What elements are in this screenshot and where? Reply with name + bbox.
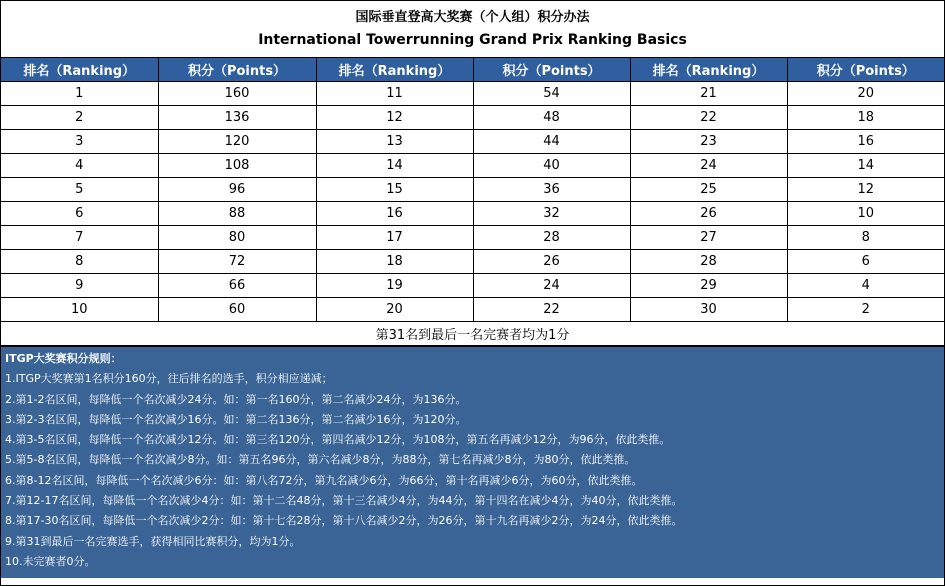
header-ranking-1: 排名（Ranking） — [1, 58, 158, 82]
cell-points-3: 2 — [787, 298, 944, 322]
rule-line: 10.未完赛者0分。 — [5, 554, 96, 568]
cell-ranking-3: 30 — [630, 298, 787, 322]
cell-points-3: 14 — [787, 154, 944, 178]
title-chinese: 国际垂直登高大奖赛（个人组）积分办法 — [355, 10, 590, 25]
cell-ranking-2: 20 — [316, 298, 473, 322]
cell-points-3: 10 — [787, 202, 944, 226]
header-points-1: 积分（Points） — [158, 58, 316, 82]
cell-points-1: 108 — [158, 154, 316, 178]
rule-line: 1.ITGP大奖赛第1名积分160分，往后排名的选手，积分相应递减； — [5, 372, 333, 386]
cell-points-2: 22 — [473, 298, 630, 322]
cell-points-1: 120 — [158, 130, 316, 154]
header-ranking-3: 排名（Ranking） — [630, 58, 787, 82]
header-points-3: 积分（Points） — [787, 58, 944, 82]
cell-ranking-1: 8 — [1, 250, 158, 274]
cell-ranking-1: 1 — [1, 82, 158, 106]
cell-ranking-2: 11 — [316, 82, 473, 106]
table-footer-row — [1, 322, 944, 346]
cell-points-3: 12 — [787, 178, 944, 202]
cell-points-2: 40 — [473, 154, 630, 178]
cell-ranking-2: 19 — [316, 274, 473, 298]
cell-points-2: 44 — [473, 130, 630, 154]
cell-points-3: 8 — [787, 226, 944, 250]
cell-points-2: 24 — [473, 274, 630, 298]
table-row — [1, 250, 944, 274]
rule-line: 6.第8-12名区间，每降低一个名次减少6分：如：第八名72分，第九名减少6分，为66分，第十名再减少6分，为60分，依此类推。 — [5, 473, 643, 487]
cell-ranking-2: 14 — [316, 154, 473, 178]
cell-points-1: 160 — [158, 82, 316, 106]
rules-heading: ITGP大奖赛积分规则： — [5, 352, 122, 365]
cell-points-2: 48 — [473, 106, 630, 130]
cell-points-3: 16 — [787, 130, 944, 154]
cell-ranking-3: 28 — [630, 250, 787, 274]
table-row — [1, 298, 944, 322]
cell-ranking-2: 15 — [316, 178, 473, 202]
cell-points-1: 136 — [158, 106, 316, 130]
rule-line: 5.第5-8名区间，每降低一个名次减少8分。如：第五名96分，第六名减少8分，为88分，第七名再减少8分，为80分，依此类推。 — [5, 453, 636, 467]
cell-ranking-3: 23 — [630, 130, 787, 154]
cell-points-3: 20 — [787, 82, 944, 106]
cell-ranking-1: 2 — [1, 106, 158, 130]
cell-points-2: 28 — [473, 226, 630, 250]
cell-ranking-1: 3 — [1, 130, 158, 154]
title-block — [1, 1, 944, 58]
table-row — [1, 154, 944, 178]
cell-ranking-3: 27 — [630, 226, 787, 250]
cell-ranking-3: 25 — [630, 178, 787, 202]
table-footer-note: 第31名到最后一名完赛者均为1分 — [1, 322, 944, 346]
cell-points-2: 26 — [473, 250, 630, 274]
cell-points-2: 54 — [473, 82, 630, 106]
cell-ranking-3: 26 — [630, 202, 787, 226]
cell-points-2: 36 — [473, 178, 630, 202]
cell-ranking-2: 13 — [316, 130, 473, 154]
cell-points-1: 96 — [158, 178, 316, 202]
cell-ranking-3: 29 — [630, 274, 787, 298]
header-ranking-2: 排名（Ranking） — [316, 58, 473, 82]
cell-points-1: 66 — [158, 274, 316, 298]
cell-ranking-1: 10 — [1, 298, 158, 322]
rule-line: 2.第1-2名区间，每降低一个名次减少24分。如：第一名160分，第二名减少24分，为136分。 — [5, 392, 467, 406]
table-row — [1, 178, 944, 202]
cell-ranking-1: 4 — [1, 154, 158, 178]
rule-line: 9.第31到最后一名完赛选手，获得相同比赛积分，均为1分。 — [5, 534, 301, 548]
cell-ranking-2: 12 — [316, 106, 473, 130]
table-row — [1, 106, 944, 130]
table-header-row — [1, 58, 944, 82]
cell-ranking-3: 22 — [630, 106, 787, 130]
cell-points-1: 88 — [158, 202, 316, 226]
cell-ranking-2: 17 — [316, 226, 473, 250]
table-row — [1, 226, 944, 250]
cell-points-3: 4 — [787, 274, 944, 298]
ranking-points-table — [1, 58, 944, 346]
title-english: International Towerrunning Grand Prix Ranking Basics — [258, 32, 687, 48]
cell-points-1: 72 — [158, 250, 316, 274]
cell-points-3: 18 — [787, 106, 944, 130]
table-body — [1, 82, 944, 322]
cell-points-2: 32 — [473, 202, 630, 226]
cell-points-1: 80 — [158, 226, 316, 250]
cell-ranking-1: 5 — [1, 178, 158, 202]
rule-line: 8.第17-30名区间，每降低一个名次减少2分：如：第十七名28分，第十八名减少2分，为26分，第十九名再减少2分，为24分，依此类推。 — [5, 514, 683, 528]
cell-points-1: 60 — [158, 298, 316, 322]
cell-ranking-3: 21 — [630, 82, 787, 106]
table-row — [1, 130, 944, 154]
rules-panel — [1, 346, 944, 578]
cell-points-3: 6 — [787, 250, 944, 274]
rule-line: 7.第12-17名区间，每降低一个名次减少4分：如：第十二名48分，第十三名减少4分，为44分，第十四名在减少4分，为40分，依此类推。 — [5, 494, 683, 508]
table-row — [1, 82, 944, 106]
cell-ranking-1: 6 — [1, 202, 158, 226]
cell-ranking-2: 18 — [316, 250, 473, 274]
cell-ranking-3: 24 — [630, 154, 787, 178]
table-row — [1, 202, 944, 226]
header-points-2: 积分（Points） — [473, 58, 630, 82]
cell-ranking-2: 16 — [316, 202, 473, 226]
cell-ranking-1: 9 — [1, 274, 158, 298]
table-row — [1, 274, 944, 298]
rule-line: 3.第2-3名区间，每降低一个名次减少16分。如：第二名136分，第二名减少16分，为120分。 — [5, 412, 467, 426]
rule-line: 4.第3-5名区间，每降低一个名次减少12分。如：第三名120分，第四名减少12分，为108分，第五名再减少12分，为96分，依此类推。 — [5, 433, 671, 447]
cell-ranking-1: 7 — [1, 226, 158, 250]
